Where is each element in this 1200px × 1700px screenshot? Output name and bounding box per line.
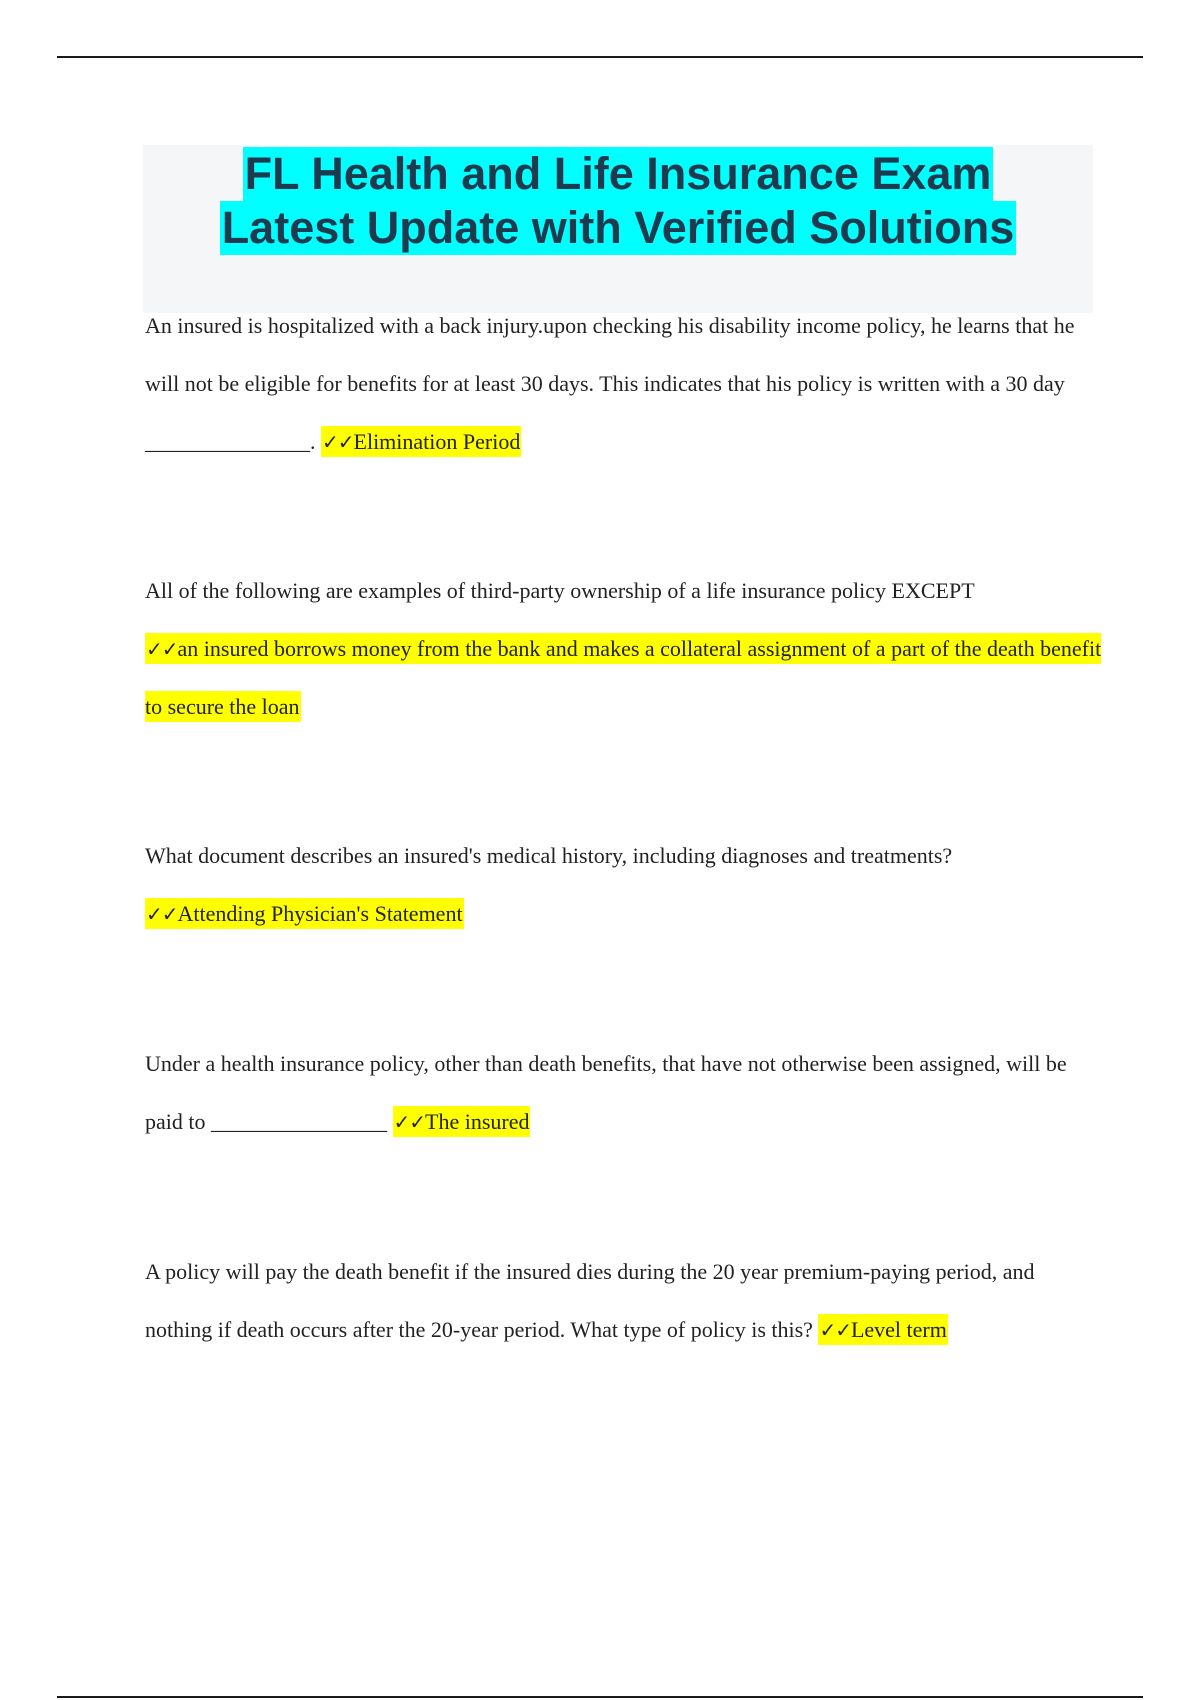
- bottom-rule: [57, 1696, 1143, 1698]
- double-check-icon: ✓✓: [146, 637, 178, 661]
- double-check-icon: ✓✓: [819, 1318, 851, 1342]
- top-rule: [57, 56, 1143, 58]
- title-line-1: FL Health and Life Insurance Exam: [244, 148, 992, 199]
- question-text: A policy will pay the death benefit if the insured dies during the 20 year premium-paying period, and nothing if death occurs after the 20-year period. What type of policy is this?: [145, 1259, 1035, 1342]
- answer-text: The insured: [425, 1109, 530, 1134]
- qa-item: [145, 827, 1105, 943]
- question-text: Under a health insurance policy, other than death benefits, that have not otherwise been assigned, will be paid to ________________: [145, 1051, 1067, 1134]
- qa-item: [145, 1035, 1105, 1151]
- title-line-2: Latest Update with Verified Solutions: [221, 202, 1015, 253]
- answer-text: an insured borrows money from the bank and makes a collateral assignment of a part of the death benefit to secure the loan: [145, 636, 1102, 719]
- answer-highlight: [321, 426, 521, 457]
- double-check-icon: ✓✓: [146, 902, 178, 926]
- qa-item: [145, 1243, 1105, 1359]
- double-check-icon: ✓✓: [393, 1110, 426, 1134]
- question-text: What document describes an insured's medical history, including diagnoses and treatments?: [145, 843, 953, 868]
- qa-item: [145, 562, 1105, 736]
- answer-text: Attending Physician's Statement: [177, 901, 463, 926]
- answer-highlight: [393, 1106, 531, 1137]
- question-text: An insured is hospitalized with a back injury.upon checking his disability income policy, he learns that he will not be eligible for benefits for at least 30 days. This indicates that his policy is written with a 30 day _______________.: [145, 313, 1075, 454]
- answer-highlight: [145, 633, 1101, 722]
- answer-text: Elimination Period: [353, 429, 521, 454]
- question-text: All of the following are examples of third-party ownership of a life insurance policy EXCEPT: [145, 578, 975, 603]
- answer-highlight: [145, 898, 464, 929]
- double-check-icon: ✓✓: [322, 430, 354, 454]
- title-block: [143, 145, 1093, 313]
- qa-item: [145, 297, 1105, 471]
- answer-highlight: [818, 1314, 947, 1345]
- answer-text: Level term: [850, 1317, 947, 1342]
